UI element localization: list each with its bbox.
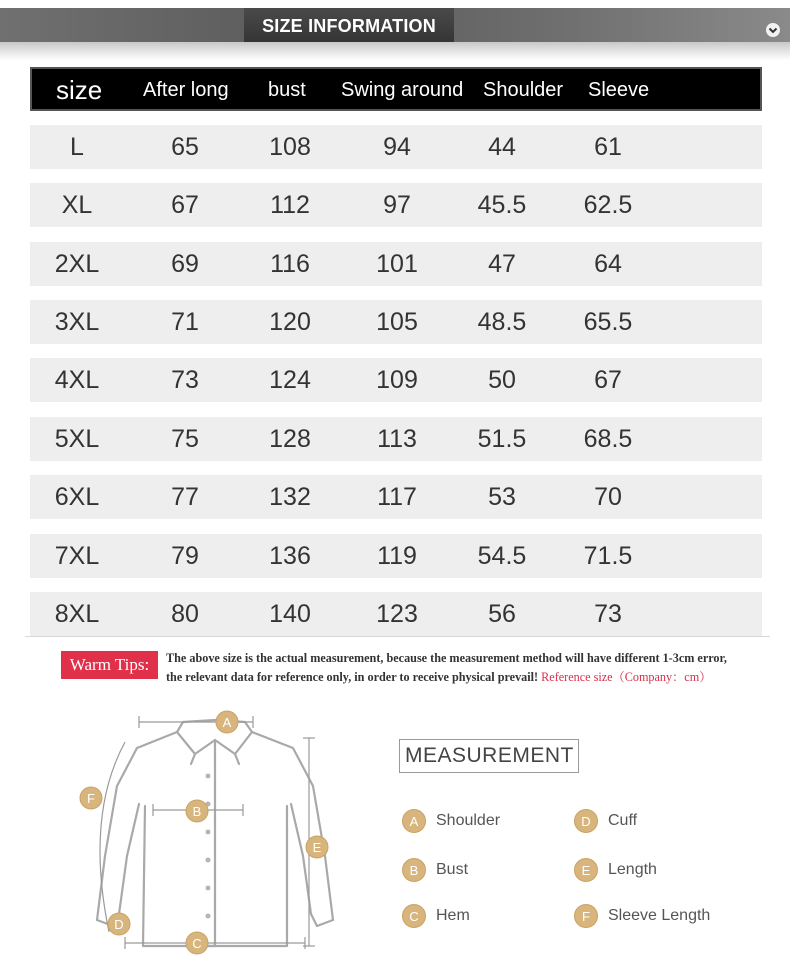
cell-swing-around: 123 bbox=[376, 600, 418, 628]
column-header-after-long: After long bbox=[143, 79, 229, 101]
page-title: SIZE INFORMATION bbox=[262, 16, 436, 36]
cell-swing-around: 109 bbox=[376, 366, 418, 394]
cell-size: 7XL bbox=[54, 542, 100, 570]
letter-a-icon: A bbox=[402, 809, 426, 833]
column-header-shoulder: Shoulder bbox=[483, 79, 564, 101]
cell-sleeve: 65.5 bbox=[583, 308, 633, 336]
warm-tips-text-line2 bbox=[166, 668, 711, 685]
svg-text:C: C bbox=[192, 936, 202, 951]
legend-label: Hem bbox=[436, 907, 470, 924]
cell-after-long: 71 bbox=[171, 308, 199, 336]
measurement-title: MEASUREMENT bbox=[405, 744, 574, 767]
letter-f-icon: F bbox=[574, 904, 598, 928]
cell-shoulder: 50 bbox=[488, 366, 516, 394]
cell-bust: 136 bbox=[269, 542, 311, 570]
marker-b-icon bbox=[186, 800, 208, 822]
cell-shoulder: 54.5 bbox=[477, 542, 527, 570]
legend-label: Cuff bbox=[608, 812, 638, 829]
marker-d-icon bbox=[108, 913, 130, 935]
cell-after-long: 77 bbox=[171, 483, 199, 511]
marker-c-icon bbox=[186, 932, 208, 954]
legend-label: Length bbox=[608, 861, 657, 878]
marker-e-icon bbox=[306, 836, 328, 858]
cell-shoulder: 45.5 bbox=[477, 191, 527, 219]
svg-text:E: E bbox=[312, 840, 322, 855]
cell-swing-around: 101 bbox=[376, 250, 418, 278]
cell-size: XL bbox=[61, 191, 93, 219]
cell-sleeve: 62.5 bbox=[583, 191, 633, 219]
cell-sleeve: 71.5 bbox=[583, 542, 633, 570]
column-header-sleeve: Sleeve bbox=[588, 79, 650, 101]
cell-sleeve: 61 bbox=[594, 133, 622, 161]
cell-swing-around: 97 bbox=[383, 191, 411, 219]
cell-size: 3XL bbox=[54, 308, 100, 336]
cell-sleeve: 70 bbox=[594, 483, 622, 511]
cell-swing-around: 119 bbox=[377, 542, 417, 570]
column-header-swing-around: Swing around bbox=[341, 79, 464, 101]
cell-shoulder: 53 bbox=[488, 483, 516, 511]
cell-shoulder: 51.5 bbox=[477, 425, 527, 453]
cell-bust: 112 bbox=[270, 191, 310, 219]
legend-label: Sleeve Length bbox=[608, 907, 711, 924]
cell-swing-around: 105 bbox=[376, 308, 418, 336]
table-header bbox=[30, 67, 762, 111]
divider bbox=[25, 636, 770, 637]
svg-text:F: F bbox=[87, 791, 95, 806]
table-row bbox=[30, 534, 762, 578]
cell-after-long: 69 bbox=[171, 250, 199, 278]
cell-size: L bbox=[70, 133, 84, 161]
cell-bust: 128 bbox=[269, 425, 311, 453]
legend-label: Bust bbox=[436, 861, 469, 878]
cell-swing-around: 113 bbox=[377, 425, 417, 453]
shirt-buttons bbox=[206, 774, 211, 919]
cell-after-long: 67 bbox=[171, 191, 199, 219]
cell-after-long: 80 bbox=[171, 600, 199, 628]
legend-label: Shoulder bbox=[436, 812, 501, 829]
cell-bust: 116 bbox=[270, 250, 310, 278]
letter-d-icon: D bbox=[574, 809, 598, 833]
cell-after-long: 73 bbox=[171, 366, 199, 394]
svg-text:A: A bbox=[222, 715, 232, 730]
shirt-outline bbox=[97, 720, 333, 946]
cell-sleeve: 68.5 bbox=[583, 425, 633, 453]
cell-shoulder: 48.5 bbox=[477, 308, 527, 336]
cell-bust: 124 bbox=[269, 366, 311, 394]
marker-f-icon bbox=[80, 787, 102, 809]
cell-bust: 108 bbox=[269, 133, 311, 161]
cell-after-long: 65 bbox=[171, 133, 199, 161]
letter-c-icon: C bbox=[402, 904, 426, 928]
header-bar bbox=[0, 8, 790, 42]
shirt-measurement-diagram bbox=[65, 706, 365, 970]
cell-bust: 120 bbox=[269, 308, 311, 336]
cell-after-long: 79 bbox=[171, 542, 199, 570]
cell-shoulder: 47 bbox=[488, 250, 516, 278]
cell-bust: 132 bbox=[269, 483, 311, 511]
header-shadow bbox=[0, 42, 790, 60]
cell-swing-around: 94 bbox=[383, 133, 411, 161]
cell-sleeve: 64 bbox=[594, 250, 622, 278]
table-row bbox=[30, 242, 762, 286]
cell-sleeve: 67 bbox=[594, 366, 622, 394]
table-row bbox=[30, 592, 762, 636]
svg-text:D: D bbox=[114, 917, 124, 932]
column-header-size: size bbox=[56, 75, 103, 105]
cell-size: 2XL bbox=[54, 250, 100, 278]
cell-shoulder: 44 bbox=[488, 133, 516, 161]
cell-size: 8XL bbox=[54, 600, 100, 628]
warm-tips-label: Warm Tips: bbox=[61, 651, 158, 679]
cell-size: 5XL bbox=[54, 425, 100, 453]
cell-size: 4XL bbox=[54, 366, 100, 394]
table-row bbox=[30, 300, 762, 344]
chevron-down-icon[interactable] bbox=[766, 23, 780, 37]
cell-sleeve: 73 bbox=[594, 600, 622, 628]
cell-after-long: 75 bbox=[171, 425, 199, 453]
table-row bbox=[30, 475, 762, 519]
svg-text:B: B bbox=[192, 804, 202, 819]
cell-bust: 140 bbox=[269, 600, 311, 628]
cell-shoulder: 56 bbox=[488, 600, 516, 628]
table-row bbox=[30, 183, 762, 227]
warm-tips-note: the relevant data for reference only, in order to receive physical prevail! bbox=[166, 670, 539, 684]
letter-b-icon: B bbox=[402, 858, 426, 882]
shirt-diagram-svg bbox=[65, 706, 365, 970]
table-row bbox=[30, 358, 762, 402]
warm-tips-text-line1: The above size is the actual measurement, because the measurement method will have different 1-3cm error, bbox=[166, 651, 727, 665]
column-header-bust: bust bbox=[268, 79, 306, 101]
cell-size: 6XL bbox=[54, 483, 100, 511]
marker-a-icon bbox=[216, 711, 238, 733]
table-row bbox=[30, 417, 762, 461]
reference-size-note: Reference size（Company：cm） bbox=[541, 670, 712, 684]
cell-swing-around: 117 bbox=[377, 483, 417, 511]
table-row bbox=[30, 125, 762, 169]
letter-e-icon: E bbox=[574, 858, 598, 882]
